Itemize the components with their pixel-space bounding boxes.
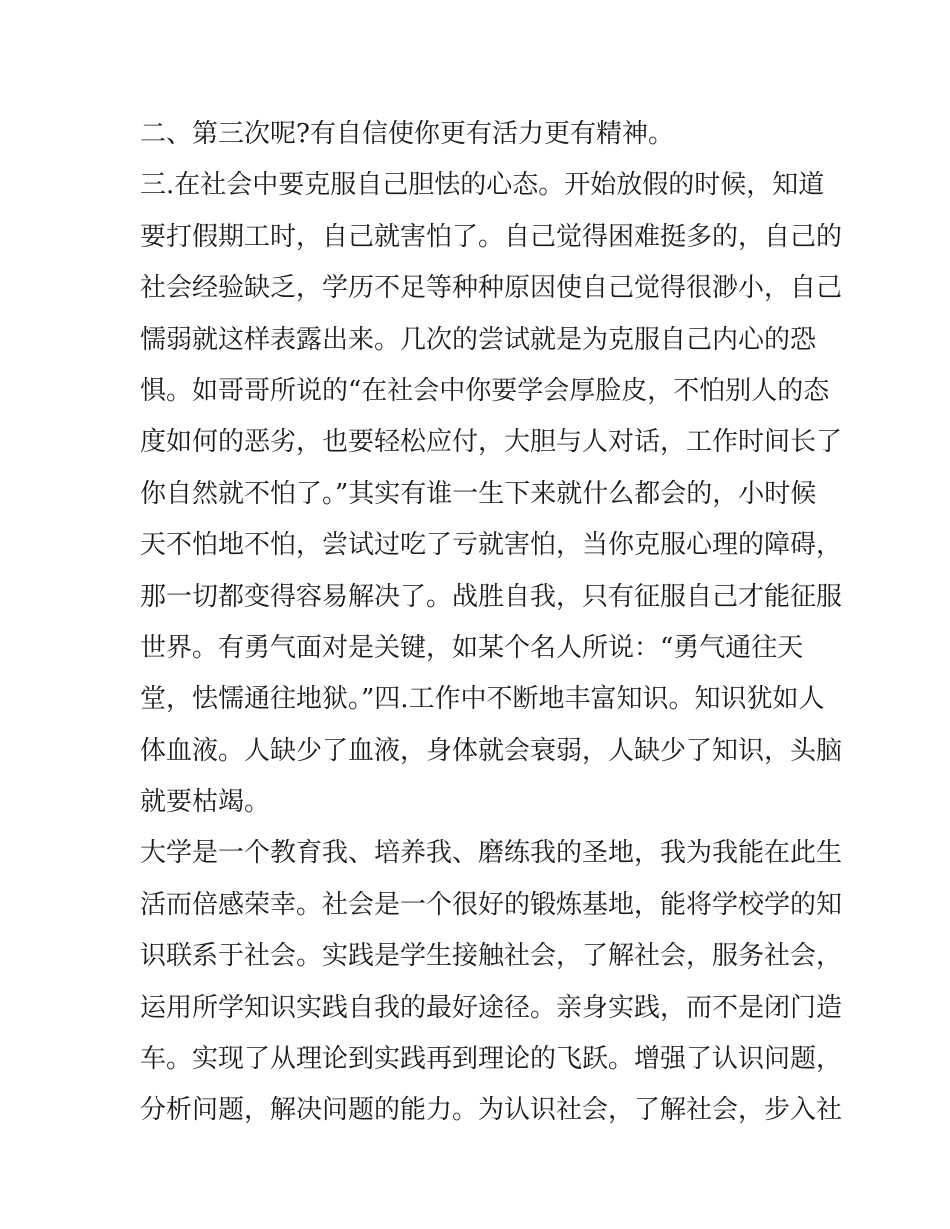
text-line: 世界。有勇气面对是关键，如某个名人所说：“勇气通往天 (140, 632, 804, 663)
text-line: 懦弱就这样表露出来。几次的尝试就是为克服自己内心的恐 (140, 324, 817, 355)
text-line: 运用所学知识实践自我的最好途径。亲身实践，而不是闭门造 (140, 992, 843, 1023)
text-line: 就要枯竭。 (140, 787, 271, 818)
text-line: 你自然就不怕了。”其实有谁一生下来就什么都会的，小时候 (140, 478, 817, 509)
text-line: 活而倍感荣幸。社会是一个很好的锻炼基地，能将学校学的知 (140, 889, 843, 920)
text-line: 二、第三次呢?有自信使你更有活力更有精神。 (140, 119, 674, 149)
text-line: 要打假期工时，自己就害怕了。自己觉得困难挺多的，自己的 (140, 221, 843, 252)
text-line: 大学是一个教育我、培养我、磨练我的圣地，我为我能在此生 (140, 838, 843, 869)
text-line: 度如何的恶劣，也要轻松应付，大胆与人对话，工作时间长了 (140, 427, 843, 458)
text-line: 堂，怯懦通往地狱。”四.工作中不断地丰富知识。知识犹如人 (140, 684, 825, 715)
text-line: 惧。如哥哥所说的“在社会中你要学会厚脸皮，不怕别人的态 (140, 375, 830, 406)
text-line: 体血液。人缺少了血液，身体就会衰弱，人缺少了知识，头脑 (140, 735, 843, 766)
text-line: 分析问题，解决问题的能力。为认识社会，了解社会，步入社 (140, 1095, 843, 1126)
text-line: 天不怕地不怕，尝试过吃了亏就害怕，当你克服心理的障碍， (140, 530, 843, 561)
text-line: 那一切都变得容易解决了。战胜自我，只有征服自己才能征服 (140, 581, 843, 612)
text-line: 三.在社会中要克服自己胆怯的心态。开始放假的时候，知道 (140, 170, 825, 201)
text-line: 社会经验缺乏，学历不足等种种原因使自己觉得很渺小，自己 (140, 273, 843, 304)
text-line: 识联系于社会。实践是学生接触社会，了解社会，服务社会， (140, 941, 843, 972)
document-body (140, 109, 843, 1137)
text-line: 车。实现了从理论到实践再到理论的飞跃。增强了认识问题， (140, 1044, 843, 1075)
